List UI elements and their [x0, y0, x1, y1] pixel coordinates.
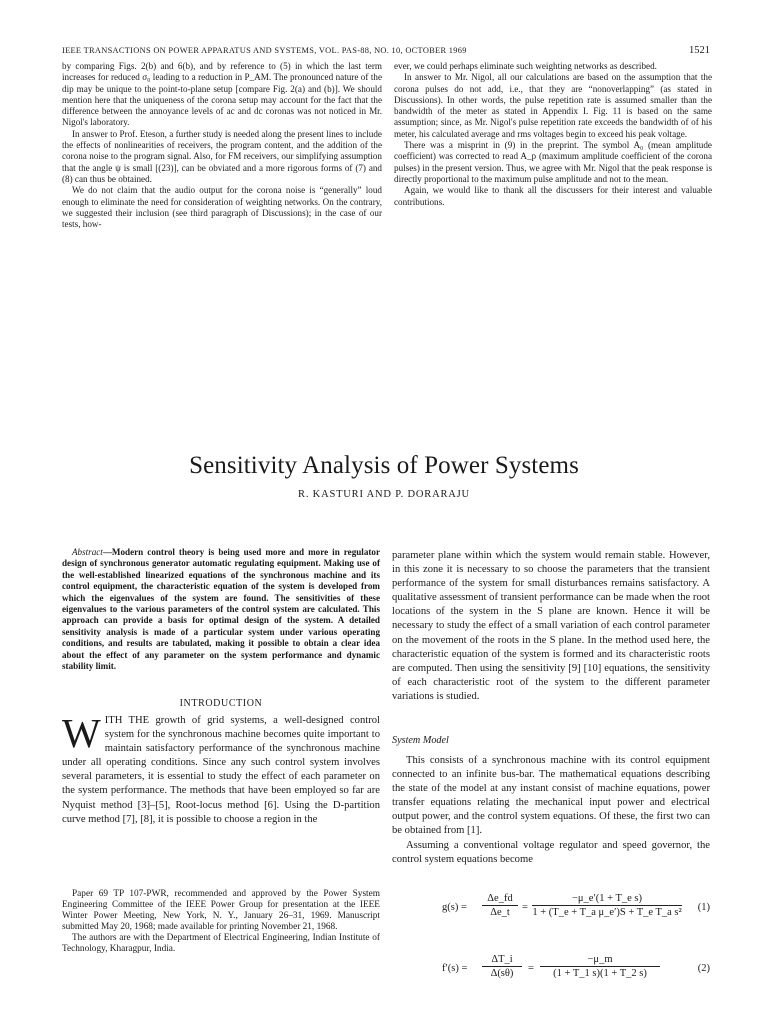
abstract-label: Abstract	[72, 547, 103, 557]
discussion-paragraph: Again, we would like to thank all the discussers for their interest and valuable contributions.	[394, 185, 712, 207]
equation-number: (1)	[697, 902, 710, 913]
discussion-paragraph: ever, we could perhaps eliminate such weighting networks as described.	[394, 61, 657, 71]
discussion-paragraph: In answer to Mr. Nigol, all our calculations are based on the assumption that the corona pulses do not add, i.e., that they are “nonoverlapping” (as stated in Discussions). In other words, the pulse repetition rate is assumed smaller than the bandwidth of the meter as stated in Appendix I. Fig. 11 is based on the same assumption; since, as Mr. Nigol's pulse repetition rate exceeds the bandwidth of of his meter, his calculated average and rms voltages begin to exceed his peak voltage.	[394, 72, 712, 139]
fraction-numerator: −μ_m	[587, 954, 613, 965]
footnote-paragraph: The authors are with the Department of Electrical Engineering, Indian Institute of Technology, Kharagpur, India.	[62, 933, 380, 954]
fraction-numerator: ΔT_i	[491, 954, 513, 965]
journal-title: IEEE TRANSACTIONS ON POWER APPARATUS AND SYSTEMS, VOL. PAS-88, NO. 10, OCTOBER 1969	[62, 46, 467, 55]
discussion-paragraph: by comparing Figs. 2(b) and 6(b), and by reference to (5) in which the last term increases for reduced σ₀ leading to a reduction in P_AM. The pronounced nature of the dip may be unique to the point-to-plane setup [compare Fig. 2(a) and (b)]. We should mention here that the uniqueness of the corona setup may account for the fact that the difference between the annoyance levels of ac and dc coronas was not noticed in Mr. Nigol's laboratory.	[62, 61, 382, 128]
system-model-text	[392, 754, 710, 867]
equation-lhs: g(s) =	[442, 902, 467, 913]
equation-fraction	[482, 954, 522, 979]
discussion-right-column	[394, 61, 712, 208]
fraction-denominator: Δe_t	[490, 907, 510, 918]
running-header	[62, 46, 710, 55]
abstract	[62, 547, 380, 672]
equation-number: (2)	[697, 963, 710, 974]
discussion-paragraph: We do not claim that the audio output for the corona noise is “generally” loud enough to eliminate the need for consideration of weighting networks. On the contrary, we suggested their inclusion (see third paragraph of Discussions); in the case of our tests, how-	[62, 185, 382, 230]
system-model-paragraph: Assuming a conventional voltage regulator and speed governor, the control system equations become	[392, 839, 710, 865]
footnote	[62, 889, 380, 955]
footnote-paragraph: Paper 69 TP 107-PWR, recommended and approved by the Power System Engineering Committee of the IEEE Power Group for presentation at the IEEE Winter Power Meeting, New York, N. Y., January 26–31, 1969. Manuscript submitted May 20, 1968; made available for printing November 21, 1968.	[62, 889, 380, 932]
equation-fraction	[482, 893, 518, 918]
section-heading-system-model: System Model	[392, 735, 449, 746]
section-heading-introduction: INTRODUCTION	[179, 698, 263, 709]
fraction-numerator: Δe_fd	[487, 893, 513, 904]
fraction-denominator: Δ(sθ)	[490, 968, 514, 979]
system-model-paragraph: This consists of a synchronous machine with its control equipment connected to an infinite bus-bar. The mathematical equations describing the state of the model at any instant consist of machine equations, power transfer equations relating the mechanical input power and electrical output power, and the control system equations. Of these, the first two can be obtained from [1].	[392, 755, 710, 837]
equation-lhs: f′(s) =	[442, 963, 468, 974]
equation-1: g(s) = Δe_fd Δe_t = −μ_e′(1 + T_e s) 1 + (T_e + T_a μ_e′)S + T_e T_a s² (1)	[442, 893, 710, 918]
equation-fraction	[532, 893, 682, 918]
intro-continuation: parameter plane within which the system would remain stable. However, in this zone it is necessary to so choose the parameters that the transient performance of the system for small disturbances remains satisfactory. A qualitative assessment of transient performance can be made when the root locations of the system in the S plane are known. Hence it will be necessary to study the effect of a small variation of each control parameter on the movement of the roots in the S plane. In the method used here, the characteristic equation of the system is formed and its characteristic roots are computed. Then using the sensitivity [9] [10] equations, the sensitivity of each characteristic root of the system to the different parameter variations is studied.	[392, 550, 710, 702]
introduction-paragraph: ITH THE growth of grid systems, a well-designed control system for the synchronous machine becomes quite important to maintain satisfactory performance of the synchronous machine under all operating conditions. Since any such control system involves several parameters, it is essential to study the effect of each parameter on the system performance. The methods that have been employed so far are Nyquist method [3]–[5], Root-locus method [6]. Using the D-partition curve method [7], [8], it is possible to choose a region in the	[62, 715, 380, 825]
abstract-text: —Modern control theory is being used more and more in regulator design of synchronous generator automatic regulating equipment. Making use of the well-established linearized equations of the synchronous machine and its control equipment, the characteristic equation of the system is developed from which the eigenvalues of the system are found. The sensitivities of these eigenvalues to the various parameters of the control system are calculated. This approach can provide a basis for optimal design of the system. A detailed sensitivity analysis is made of a particular system under various operating conditions, and results are tabulated, making it possible to obtain a clear idea about the effect of any parameter on the system performance and dynamic stability limit.	[62, 547, 380, 672]
drop-cap: W	[62, 710, 101, 756]
introduction-text	[62, 710, 380, 827]
fraction-denominator: 1 + (T_e + T_a μ_e′)S + T_e T_a s²	[532, 907, 682, 918]
equation-fraction	[540, 954, 660, 979]
page-number: 1521	[689, 45, 710, 56]
discussion-paragraph: There was a misprint in (9) in the preprint. The symbol A₀ (mean amplitude coefficient) was corrected to read A_p (maximum amplitude coefficient of the corona pulses) in the present version. Thus, we agree with Mr. Nigol that the peak response is directly proportional to the maximum pulse amplitude and not to the mean.	[394, 140, 712, 184]
fraction-numerator: −μ_e′(1 + T_e s)	[571, 893, 643, 904]
paper-authors: R. KASTURI AND P. DORARAJU	[298, 489, 470, 500]
discussion-paragraph: In answer to Prof. Eteson, a further study is needed along the present lines to include the effects of nonlinearities of receivers, the program content, and the addition of the corona noise to the program signal. Also, for FM receivers, our simplifying assumption that the angle ψ is small [(23)], can be obviated and a more rigorous forms of (7) and (8) can thus be obtained.	[62, 128, 382, 184]
paper-title: Sensitivity Analysis of Power Systems	[189, 452, 579, 479]
equation-2: f′(s) = ΔT_i Δ(sθ) = −μ_m (1 + T_1 s)(1 + T_2 s) (2)	[442, 954, 710, 979]
fraction-denominator: (1 + T_1 s)(1 + T_2 s)	[553, 968, 647, 979]
discussion-left-column	[62, 61, 382, 230]
right-column-intro	[392, 549, 710, 704]
